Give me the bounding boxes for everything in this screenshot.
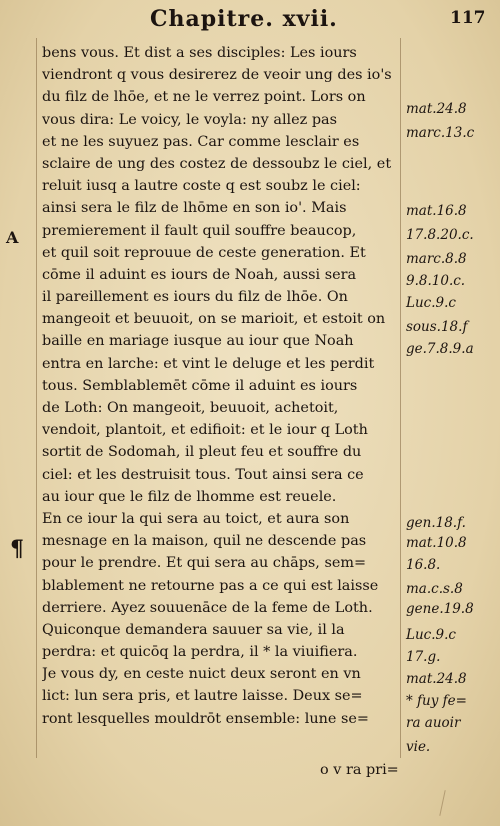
text-line: ainsi sera le filz de lhōme en son io'. Mais <box>42 200 347 217</box>
text-line: derriere. Ayez souuenāce de la feme de Loth. <box>42 599 373 616</box>
text-line: du filz de lhōe, et ne le verrez point. Lors on <box>42 89 366 106</box>
text-line: reluit iusq a lautre coste q est soubz le ciel: <box>42 178 361 195</box>
text-line: au iour que le filz de lhomme est reuele. <box>42 488 337 505</box>
text-line: viendront q vous desirerez de veoir ung des io's <box>42 67 392 84</box>
marg-gen-18-f: gen.18.f. <box>406 515 466 531</box>
text-line: ciel: et les destruisit tous. Tout ainsi sera ce <box>42 466 364 483</box>
marg-fuy-fe: * fuy fe= <box>406 693 467 709</box>
text-line: et ne les suyuez pas. Car comme lesclair es <box>42 133 360 150</box>
marg-ma-c-s-8: ma.c.s.8 <box>406 581 463 597</box>
margin-letter-a: A <box>6 228 19 247</box>
folio-number: 117 <box>450 8 486 28</box>
chapter-heading: Chapitre. xvii. <box>150 6 338 32</box>
text-line: de Loth: On mangeoit, beuuoit, achetoit, <box>42 400 339 416</box>
text-line: En ce iour la qui sera au toict, et aura son <box>42 510 350 527</box>
text-line: cōme il aduint es iours de Noah, aussi sera <box>42 266 357 283</box>
text-line: Quiconque demandera sauuer sa vie, il la <box>42 621 345 638</box>
marg-mat-10-8: mat.10.8 <box>406 535 467 551</box>
marg-ra-auoir: ra auoir <box>406 715 461 731</box>
text-line: mesnage en la maison, quil ne descende pas <box>42 533 367 550</box>
text-line: tous. Semblablemēt cōme il aduint es iours <box>42 377 358 394</box>
text-line: perdra: et quicōq la perdra, il * la viuifiera. <box>42 644 358 661</box>
marg-16-8: 16.8. <box>406 557 441 573</box>
right-column-rule <box>400 38 401 758</box>
marg-luc-9-c-2: Luc.9.c <box>406 627 456 643</box>
marg-marc-13-c: marc.13.c <box>406 125 475 141</box>
text-line: mangeoit et beuuoit, on se marioit, et estoit on <box>42 311 386 328</box>
left-column-rule <box>36 38 37 758</box>
pilcrow-mark: ¶ <box>10 536 24 562</box>
text-line: pour le prendre. Et qui sera au chāps, sem= <box>42 555 367 572</box>
text-line: entra en larche: et vint le deluge et les perdit <box>42 355 375 372</box>
marg-17-8-20-c: 17.8.20.c. <box>406 227 474 243</box>
marg-luc-9-c: Luc.9.c <box>406 295 456 311</box>
marg-mat-24-8-2: mat.24.8 <box>406 671 467 687</box>
text-line: et quil soit reprouue de ceste generation. Et <box>42 244 366 261</box>
text-line: lict: lun sera pris, et lautre laisse. Deux se= <box>42 688 363 705</box>
text-line: sclaire de ung des costez de dessoubz le ciel, et <box>42 155 392 172</box>
text-line: vous dira: Le voicy, le voyla: ny allez pas <box>42 111 338 128</box>
marg-marc-8-8: marc.8.8 <box>406 251 467 267</box>
marg-gene-19-8: gene.19.8 <box>406 601 474 617</box>
text-line: baille en mariage iusque au iour que Noah <box>42 333 354 350</box>
marg-mat-24-8: mat.24.8 <box>406 101 467 117</box>
text-line: blablement ne retourne pas a ce qui est laisse <box>42 577 379 594</box>
marg-vie: vie. <box>406 739 431 755</box>
text-line: sortit de Sodomah, il pleut feu et souffre du <box>42 444 362 461</box>
paper-mark <box>439 790 445 816</box>
marg-ge-7-8-9-a: ge.7.8.9.a <box>406 341 474 357</box>
text-line: bens vous. Et dist a ses disciples: Les iours <box>42 45 357 61</box>
text-line: il pareillement es iours du filz de lhōe. On <box>42 289 348 306</box>
text-line: Je vous dy, en ceste nuict deux seront en vn <box>42 666 361 683</box>
marg-17-g: 17.g. <box>406 649 441 665</box>
marg-sous-18-f: sous.18.f <box>406 319 468 335</box>
text-line: premierement il fault quil souffre beaucop, <box>42 222 357 239</box>
main-text-column <box>42 42 398 730</box>
marg-mat-16-8: mat.16.8 <box>406 203 467 219</box>
catchword: o v ra pri= <box>320 762 399 778</box>
text-line: vendoit, plantoit, et edifioit: et le iour q Loth <box>42 422 368 439</box>
marg-9-8-10-c: 9.8.10.c. <box>406 273 466 289</box>
text-line: ront lesquelles mouldrōt ensemble: lune se= <box>42 710 369 727</box>
